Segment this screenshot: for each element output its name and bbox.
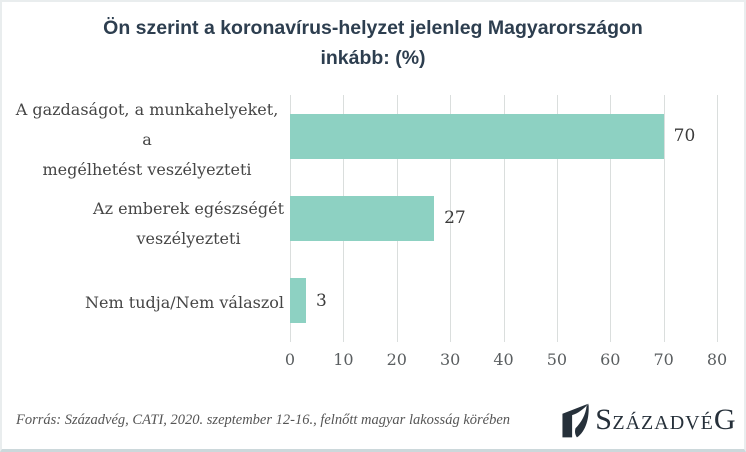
- chart-footer: [16, 395, 736, 445]
- x-tick-label: 0: [284, 350, 296, 369]
- category-row: [10, 185, 284, 264]
- category-label: [93, 194, 284, 254]
- bar: [290, 114, 664, 159]
- logo-letter-last: G: [713, 403, 736, 436]
- x-tick-label: 20: [386, 350, 407, 369]
- szazadveg-logo-wordmark: [595, 403, 736, 437]
- x-tick-label: 70: [653, 350, 674, 369]
- category-label: [10, 95, 284, 185]
- category-label-line: Nem tudja/Nem válaszol: [85, 292, 284, 312]
- category-label-line: Az emberek egészségét: [93, 199, 284, 219]
- category-label-line: megélhetést veszélyezteti: [42, 160, 252, 179]
- x-tick-label: 40: [493, 350, 514, 369]
- category-label: [85, 288, 284, 318]
- x-axis-ticks: [284, 349, 728, 371]
- bar-row: [290, 95, 717, 177]
- bar-value-label: 3: [316, 290, 327, 311]
- x-tick-label: 60: [600, 350, 621, 369]
- bar-row: [290, 177, 717, 259]
- bar-value-label: 70: [673, 126, 696, 147]
- x-tick-label: 80: [706, 350, 728, 369]
- category-row: [10, 95, 284, 185]
- szazadveg-logo: [561, 402, 736, 439]
- category-label-line: veszélyezteti: [136, 229, 241, 249]
- gridline: [717, 95, 718, 342]
- bar: [290, 196, 434, 241]
- source-text: Forrás: Századvég, CATI, 2020. szeptember 12-16., felnőtt magyar lakosság körében: [16, 411, 511, 428]
- chart-title: Ön szerint a koronavírus-helyzet jelenleg Magyarországon inkább: (%): [103, 17, 643, 69]
- szazadveg-logo-icon: [561, 402, 590, 439]
- bar-row: [290, 260, 717, 342]
- category-label-line: A gazdaságot, a munkahelyeket, a: [15, 100, 279, 149]
- logo-letter-first: S: [595, 403, 613, 436]
- x-tick-label: 50: [546, 350, 568, 369]
- x-tick-label: 30: [439, 350, 461, 369]
- plot-area: [290, 95, 717, 342]
- bars-container: [290, 95, 717, 342]
- category-labels: [10, 95, 284, 342]
- bar: [290, 278, 306, 323]
- category-row: [10, 264, 284, 343]
- bar-value-label: 27: [444, 208, 466, 229]
- x-tick-label: 10: [333, 350, 354, 369]
- logo-letters-middle: ZÁZADVÉ: [612, 412, 714, 434]
